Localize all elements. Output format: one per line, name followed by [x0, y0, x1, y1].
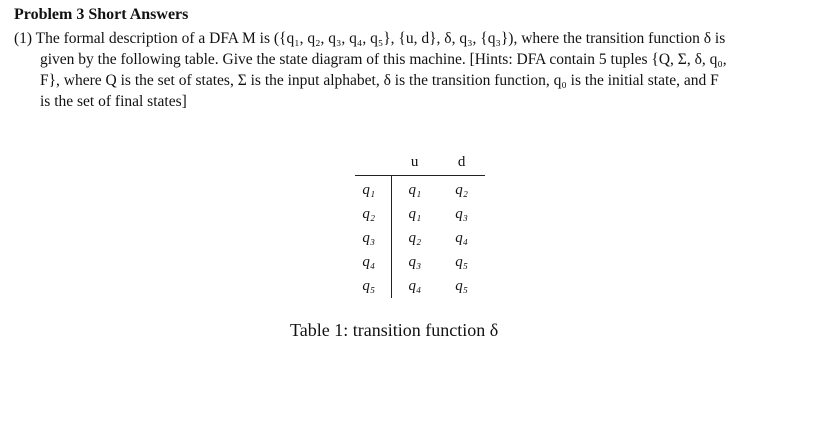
transition-u-cell: q₁: [408, 181, 422, 198]
transition-d-cell: q₅: [455, 277, 468, 294]
table-row: [355, 176, 485, 203]
problem-line-2: given by the following table. Give the state diagram of this machine. [Hints: DFA contain 5 tuples {Q, Σ, δ, q₀,: [40, 51, 727, 68]
problem-heading: Problem 3 Short Answers: [14, 6, 189, 23]
table-header-row: [355, 150, 485, 176]
transition-d-cell: q₂: [455, 181, 468, 198]
transition-d-cell: q₃: [455, 205, 468, 222]
problem-line-1: (1) The formal description of a DFA M is ({q₁, q₂, q₃, q₄, q₅}, {u, d}, δ, q₃, {q₃}), where the transition function δ is: [14, 30, 726, 47]
transition-table: [355, 150, 485, 298]
transition-u-cell: q₁: [408, 205, 422, 222]
table-caption: Table 1: transition function δ: [290, 320, 499, 340]
row-state-cell: q₂: [355, 202, 391, 226]
transition-d-cell: q₄: [455, 229, 468, 246]
table-row: [355, 274, 485, 298]
problem-line-4: is the set of final states]: [40, 93, 187, 110]
problem-line-3: F}, where Q is the set of states, Σ is the input alphabet, δ is the transition function, q₀ is the initial state, and F: [40, 72, 719, 89]
row-state-cell: q₃: [355, 226, 391, 250]
table-row: [355, 250, 485, 274]
table-row: [355, 202, 485, 226]
column-header-u: u: [391, 150, 438, 176]
row-state-cell: q₁: [355, 176, 391, 203]
column-header-d: d: [438, 150, 485, 176]
transition-u-cell: q₄: [408, 277, 422, 294]
row-state-cell: q₄: [355, 250, 391, 274]
transition-u-cell: q₂: [408, 229, 422, 246]
row-state-cell: q₅: [355, 274, 391, 298]
transition-d-cell: q₅: [455, 253, 468, 270]
problem-statement: [14, 28, 822, 112]
transition-u-cell: q₃: [408, 253, 422, 270]
table-corner-cell: [355, 150, 391, 176]
table-row: [355, 226, 485, 250]
transition-table-container: [355, 150, 485, 298]
